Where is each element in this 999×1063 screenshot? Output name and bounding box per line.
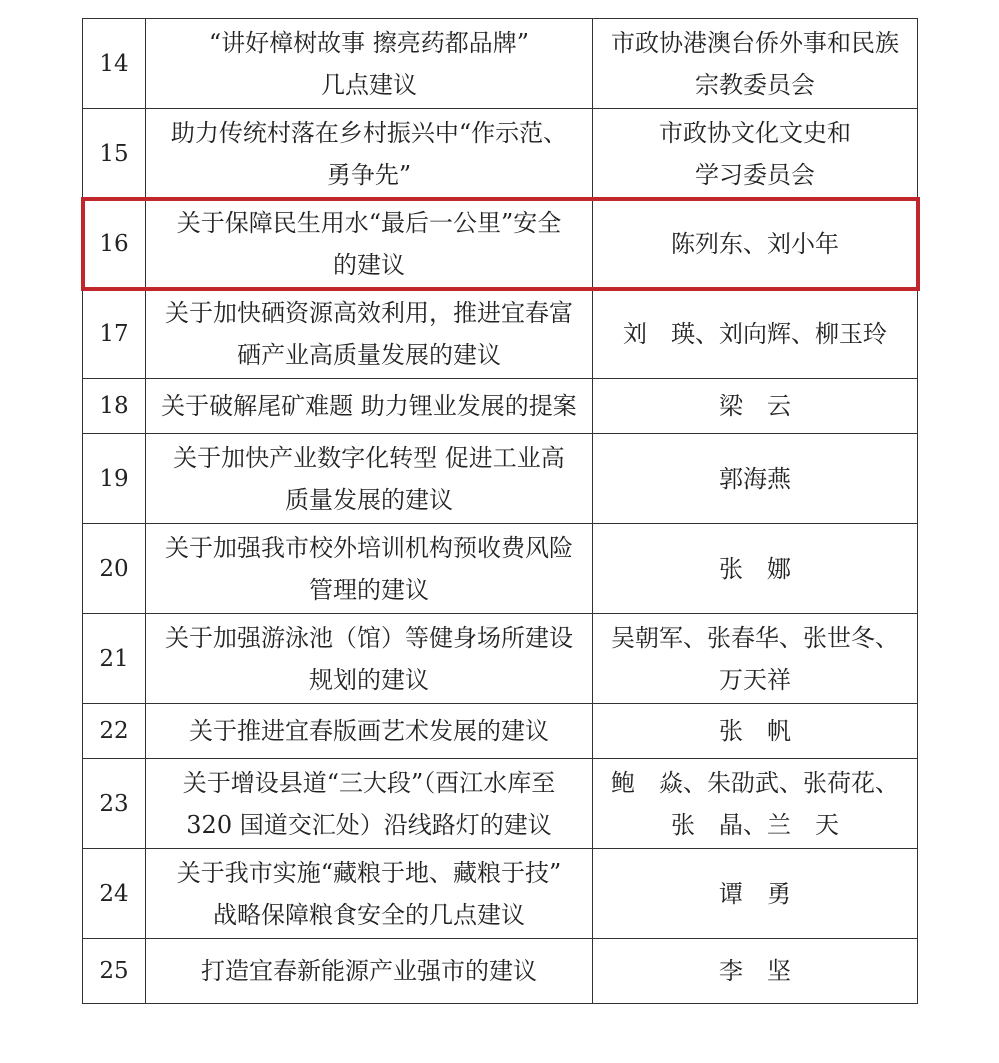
proposer-line: 陈列东、刘小年	[671, 229, 839, 258]
proposer-names	[593, 849, 918, 939]
proposal-title	[146, 939, 593, 1004]
table-row-17	[83, 289, 918, 379]
proposal-title	[146, 434, 593, 524]
proposal-title-line: “讲好樟树故事 擦亮药都品牌”	[208, 28, 530, 57]
proposer-line: 张 帆	[719, 717, 791, 745]
proposer-names	[593, 289, 918, 379]
proposer-line: 张 娜	[719, 554, 791, 583]
proposer-names	[593, 379, 918, 434]
proposal-title-line: 规划的建议	[309, 665, 429, 694]
proposer-names	[593, 199, 918, 289]
table-body	[83, 19, 918, 1004]
proposal-title-line: 关于加强游泳池（馆）等健身场所建设	[165, 623, 573, 652]
row-number: 16	[83, 199, 146, 289]
proposer-line: 李 坚	[719, 957, 791, 985]
proposal-title	[146, 289, 593, 379]
proposal-title	[146, 379, 593, 434]
table-row-20	[83, 524, 918, 614]
table-row-23	[83, 759, 918, 849]
proposal-title-line: 的建议	[333, 250, 405, 279]
row-number: 20	[83, 524, 146, 614]
proposal-title	[146, 524, 593, 614]
row-number: 22	[83, 704, 146, 759]
proposal-title-line: 助力传统村落在乡村振兴中“作示范、	[170, 118, 568, 147]
proposal-title-line: 勇争先”	[326, 160, 412, 189]
proposer-line: 吴朝军、张春华、张世冬、	[611, 623, 899, 652]
proposal-title-line: 关于破解尾矿难题 助力锂业发展的提案	[161, 392, 577, 420]
row-number: 25	[83, 939, 146, 1004]
proposal-table	[82, 18, 918, 1004]
proposal-title	[146, 849, 593, 939]
proposal-title-line: 关于加强我市校外培训机构预收费风险	[165, 533, 573, 562]
proposal-title-line: 质量发展的建议	[285, 485, 453, 514]
proposer-line: 鲍 焱、朱劭武、张荷花、	[611, 768, 899, 797]
proposal-title-line: 几点建议	[321, 70, 417, 99]
proposal-title	[146, 109, 593, 199]
table-row-18	[83, 379, 918, 434]
table-row-24	[83, 849, 918, 939]
row-number: 24	[83, 849, 146, 939]
proposal-title-line: 关于保障民生用水“最后一公里”安全	[176, 208, 562, 237]
table-row-25	[83, 939, 918, 1004]
row-number: 23	[83, 759, 146, 849]
proposal-title	[146, 19, 593, 109]
proposer-names	[593, 704, 918, 759]
proposal-title-line: 关于我市实施“藏粮于地、藏粮于技”	[176, 858, 562, 887]
proposer-line: 学习委员会	[695, 160, 815, 189]
proposer-line: 市政协港澳台侨外事和民族	[611, 28, 899, 57]
proposal-title-line: 320 国道交汇处）沿线路灯的建议	[186, 810, 552, 839]
proposer-line: 郭海燕	[719, 464, 791, 493]
row-number: 15	[83, 109, 146, 199]
proposer-line: 刘 瑛、刘向辉、柳玉玲	[623, 319, 887, 348]
table-row-19	[83, 434, 918, 524]
row-number: 17	[83, 289, 146, 379]
proposer-line: 市政协文化文史和	[659, 118, 851, 147]
proposer-names	[593, 524, 918, 614]
proposer-names	[593, 939, 918, 1004]
table-row-22	[83, 704, 918, 759]
proposal-title-line: 战略保障粮食安全的几点建议	[213, 900, 525, 929]
table-row-15	[83, 109, 918, 199]
row-number: 14	[83, 19, 146, 109]
proposal-title-line: 管理的建议	[309, 575, 429, 604]
row-number: 21	[83, 614, 146, 704]
proposal-title	[146, 759, 593, 849]
proposer-names	[593, 759, 918, 849]
proposer-names	[593, 19, 918, 109]
proposal-title-line: 打造宜春新能源产业强市的建议	[201, 957, 537, 985]
proposal-title	[146, 704, 593, 759]
table-row-16	[83, 199, 918, 289]
proposer-line: 谭 勇	[719, 879, 791, 908]
proposal-title-line: 关于加快硒资源高效利用，推进宜春富	[165, 298, 573, 327]
table-row-14	[83, 19, 918, 109]
row-number: 18	[83, 379, 146, 434]
table-row-21	[83, 614, 918, 704]
proposer-line: 万天祥	[719, 665, 791, 694]
proposer-names	[593, 109, 918, 199]
proposer-names	[593, 434, 918, 524]
proposal-title-line: 关于加快产业数字化转型 促进工业高	[173, 443, 565, 472]
proposal-title-line: 关于推进宜春版画艺术发展的建议	[189, 717, 549, 745]
row-number: 19	[83, 434, 146, 524]
proposer-line: 宗教委员会	[695, 70, 815, 99]
proposer-line: 梁 云	[719, 392, 791, 420]
proposal-title-line: 硒产业高质量发展的建议	[237, 340, 501, 369]
proposal-title	[146, 199, 593, 289]
proposal-title-line: 关于增设县道“三大段”（酉江水库至	[182, 768, 556, 797]
proposer-names	[593, 614, 918, 704]
proposal-title	[146, 614, 593, 704]
proposer-line: 张 晶、兰 天	[671, 810, 839, 839]
